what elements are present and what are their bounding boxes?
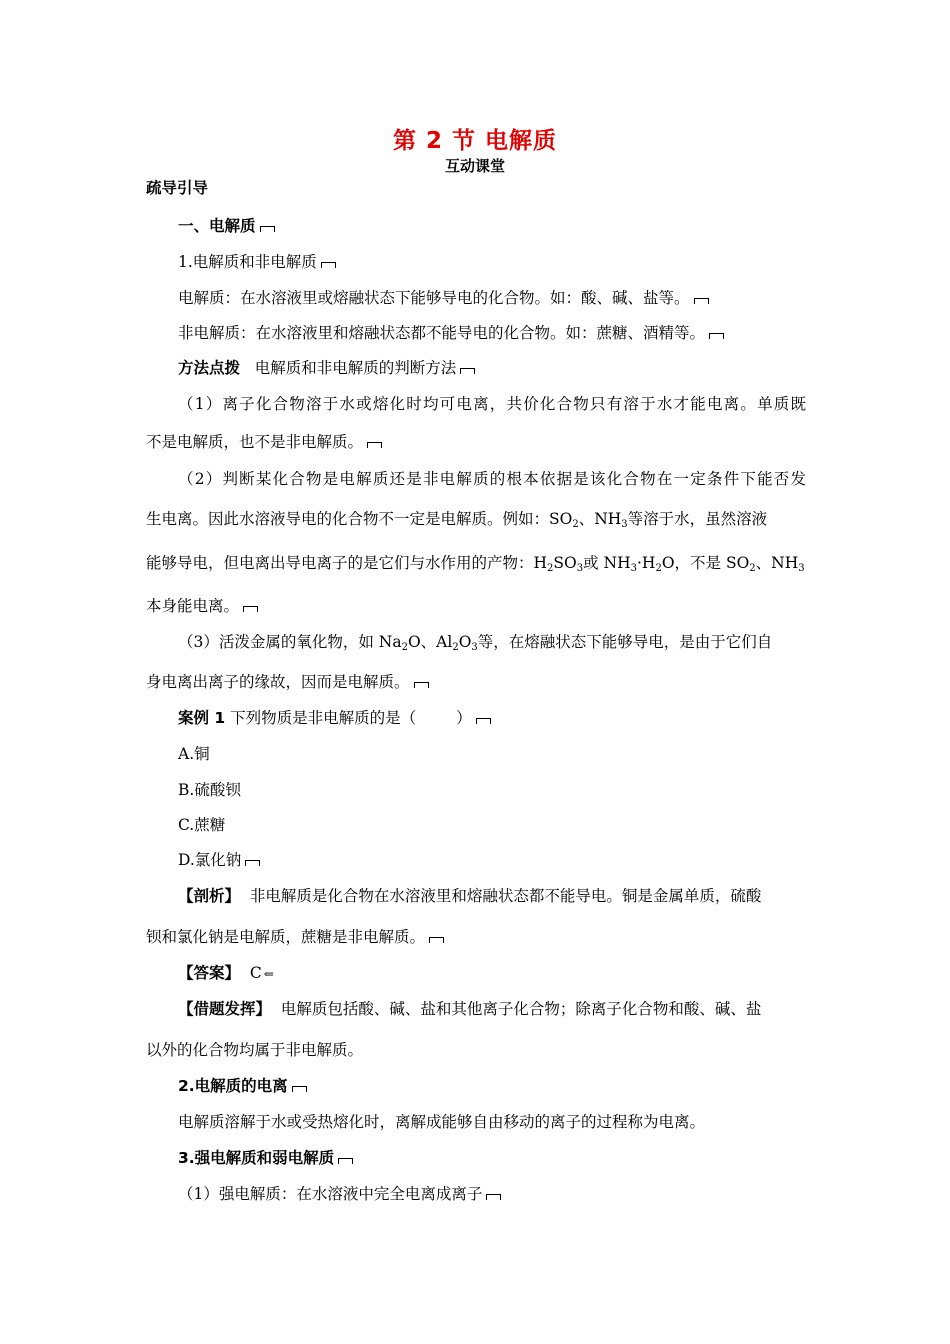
option-c: C.蔗糖 xyxy=(178,816,226,834)
method-p2-line2: 生电离。因此水溶液导电的化合物不一定是电解质。例如：$SO_2$、$NH_3$等溶于水，虽然溶液 xyxy=(146,510,768,530)
item2-title: 2.电解质的电离 xyxy=(178,1076,307,1096)
paragraph-mark-icon xyxy=(460,368,475,374)
item3-title: 3.强电解质和弱电解质 xyxy=(178,1148,353,1168)
paragraph-mark-icon xyxy=(694,298,709,304)
option-d: D.氯化钠 xyxy=(178,850,260,870)
paragraph-mark-icon xyxy=(367,442,382,448)
method-p2-line1: （2）判断某化合物是电解质还是非电解质的根本依据是该化合物在一定条件下能否发 xyxy=(178,470,806,488)
analysis-line2: 钡和氯化钠是电解质，蔗糖是非电解质。 xyxy=(146,927,444,947)
paragraph-mark-icon xyxy=(414,682,429,688)
paragraph-mark-icon xyxy=(486,1194,501,1200)
method-p3-line1: （3）活泼金属的氧化物，如 $Na_2O$、$Al_2O_3$等，在熔融状态下能够导电，是由于它们自 xyxy=(178,633,773,653)
paragraph-mark-icon xyxy=(476,718,491,724)
paragraph-mark-icon xyxy=(338,1158,353,1164)
paragraph-mark-icon xyxy=(243,606,258,612)
example-question: 案例 1 下列物质是非电解质的是（ ） xyxy=(178,708,491,728)
section-heading: 疏导引导 xyxy=(146,179,209,197)
electrolyte-definition: 电解质：在水溶液里或熔融状态下能够导电的化合物。如：酸、碱、盐等。 xyxy=(178,288,709,308)
method-heading: 方法点拨 电解质和非电解质的判断方法 xyxy=(178,358,475,378)
method-p3-line2: 身电离出离子的缘故，因而是电解质。 xyxy=(146,672,429,692)
page-subtitle: 互动课堂 xyxy=(444,157,505,175)
extension-line1: 【借题发挥】 电解质包括酸、碱、盐和其他离子化合物；除离子化合物和酸、碱、盐 xyxy=(178,1000,762,1018)
paragraph-mark-icon xyxy=(709,333,724,339)
paragraph-mark-icon xyxy=(321,262,336,268)
nonelectrolyte-definition: 非电解质：在水溶液里和熔融状态都不能导电的化合物。如：蔗糖、酒精等。 xyxy=(178,323,724,343)
paragraph-mark-icon xyxy=(429,937,444,943)
paragraph-mark-icon xyxy=(292,1086,307,1092)
method-p2-line3: 能够导电，但电离出导电离子的是它们与水作用的产物：$H_2SO_3$或 $NH_3\cdot H_2O$，不是 $SO_2$、$NH_3$ xyxy=(146,554,805,574)
page-title: 第 2 节 电解质 xyxy=(392,128,558,154)
option-a: A.铜 xyxy=(178,745,210,763)
paragraph-mark-icon xyxy=(260,226,275,232)
paragraph-mark-icon xyxy=(245,860,260,866)
heading-electrolyte: 一、电解质 xyxy=(178,216,275,236)
extension-line2: 以外的化合物均属于非电解质。 xyxy=(146,1041,364,1059)
method-p1-line1: （1）离子化合物溶于水或熔化时均可电离，共价化合物只有溶于水才能电离。单质既 xyxy=(178,395,806,413)
item2-text: 电解质溶解于水或受热熔化时，离解成能够自由移动的离子的过程称为电离。 xyxy=(178,1113,706,1131)
method-p2-line4: 本身能电离。 xyxy=(146,596,258,616)
item1-title: 1.电解质和非电解质 xyxy=(178,252,336,272)
method-p1-line2: 不是电解质，也不是非电解质。 xyxy=(146,432,382,452)
answer-line: 【答案】 C ⇐ xyxy=(178,964,274,982)
analysis-line1: 【剖析】 非电解质是化合物在水溶液里和熔融状态都不能导电。铜是金属单质，硫酸 xyxy=(178,887,762,905)
option-b: B.硫酸钡 xyxy=(178,781,241,799)
strong-electrolyte-definition: （1）强电解质：在水溶液中完全电离成离子 xyxy=(178,1184,501,1204)
